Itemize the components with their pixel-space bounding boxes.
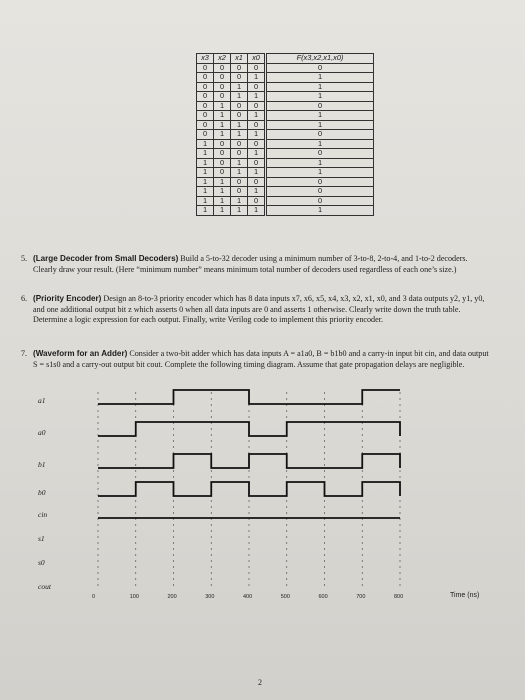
problem-number: 5. xyxy=(21,254,28,263)
truth-table-cell: 1 xyxy=(231,82,248,92)
truth-table-cell: 0 xyxy=(214,168,231,178)
truth-table-cell: 1 xyxy=(214,130,231,140)
signal-label: b0 xyxy=(38,488,46,497)
time-tick-label: 700 xyxy=(356,594,366,600)
truth-table-cell: 0 xyxy=(248,101,266,111)
problem-text: Build a 5-to-32 decoder using a minimum number of 3-to-8, 2-to-4, and 1-to-2 decoders. Clearly draw your result. (Here “minimum number” means minimum total number of decoders used regardless of each one’s size.) xyxy=(33,254,468,274)
truth-table-cell: 0 xyxy=(248,82,266,92)
truth-table-cell: 1 xyxy=(197,168,214,178)
truth-table-cell: 0 xyxy=(197,130,214,140)
problem-text: Consider a two-bit adder which has data inputs A = a1a0, B = b1b0 and a carry-in input bit cin, and data output S = s1s0 and a carry-out output bit cout. Complete the following timing diagram. Assume that gate propagation delays are negligible. xyxy=(33,349,489,369)
truth-table-cell: 1 xyxy=(197,187,214,197)
problem-title: (Large Decoder from Small Decoders) xyxy=(33,254,179,263)
page-number: 2 xyxy=(258,678,262,687)
problem-title: (Waveform for an Adder) xyxy=(33,349,128,358)
truth-table-cell: 1 xyxy=(197,177,214,187)
truth-table-cell: 1 xyxy=(214,101,231,111)
time-axis-label: Time (ns) xyxy=(450,592,480,599)
truth-table-cell: 0 xyxy=(231,101,248,111)
truth-table-cell: 1 xyxy=(231,158,248,168)
truth-table-cell: 0 xyxy=(214,139,231,149)
waveform-a0 xyxy=(98,422,400,436)
truth-table-cell: 1 xyxy=(266,158,374,168)
truth-table-cell: 1 xyxy=(214,177,231,187)
truth-table-cell: 1 xyxy=(197,149,214,159)
truth-table-cell: 1 xyxy=(214,196,231,206)
truth-table-cell: 0 xyxy=(231,139,248,149)
problem-text: Design an 8-to-3 priority encoder which has 8 data inputs x7, x6, x5, x4, x3, x2, x1, x0, and 3 data outputs y2, y1, y0, and one additional output bit z which asserts 0 when all data inputs are 0 and asserts 1 otherwise. Clearly write down the truth table. Determine a logic expression for each output. Finally, write Verilog code to implement this priority encoder. xyxy=(33,294,485,325)
signal-label: s1 xyxy=(38,534,45,543)
truth-table-cell: 1 xyxy=(214,187,231,197)
truth-table-cell: 0 xyxy=(197,82,214,92)
time-tick-label: 500 xyxy=(280,594,290,600)
truth-table-cell: 1 xyxy=(248,73,266,83)
time-tick-label: 800 xyxy=(394,594,404,600)
truth-table-cell: 0 xyxy=(214,149,231,159)
time-tick-label: 0 xyxy=(92,594,96,600)
truth-table-cell: 0 xyxy=(266,101,374,111)
truth-table-cell: 1 xyxy=(248,92,266,102)
time-tick-label: 300 xyxy=(205,594,215,600)
truth-table-cell: 1 xyxy=(197,158,214,168)
truth-table-cell: 0 xyxy=(231,63,248,73)
truth-table-cell: 1 xyxy=(266,82,374,92)
truth-table-cell: 0 xyxy=(231,187,248,197)
truth-table-cell: 1 xyxy=(231,168,248,178)
truth-table-cell: 0 xyxy=(266,187,374,197)
truth-table-header-cell: x0 xyxy=(248,54,266,64)
problem-title: (Priority Encoder) xyxy=(33,294,102,303)
truth-table-cell: 1 xyxy=(197,196,214,206)
truth-table-cell: 0 xyxy=(197,73,214,83)
time-tick-label: 600 xyxy=(318,594,328,600)
truth-table-cell: 1 xyxy=(248,187,266,197)
truth-table-cell: 1 xyxy=(248,130,266,140)
truth-table-cell: 0 xyxy=(231,73,248,83)
truth-table-cell: 1 xyxy=(214,206,231,216)
signal-label: a0 xyxy=(38,428,46,437)
signal-label: cout xyxy=(38,582,51,591)
truth-table-cell: 0 xyxy=(248,158,266,168)
truth-table-cell: 1 xyxy=(266,111,374,121)
truth-table-cell: 1 xyxy=(266,73,374,83)
truth-table-cell: 0 xyxy=(248,177,266,187)
truth-table-cell: 1 xyxy=(248,149,266,159)
truth-table-cell: 0 xyxy=(214,73,231,83)
truth-table-cell: 0 xyxy=(197,92,214,102)
signal-label: s0 xyxy=(38,558,45,567)
truth-table-cell: 0 xyxy=(266,130,374,140)
truth-table-cell: 1 xyxy=(266,168,374,178)
waveform-a1 xyxy=(98,390,400,404)
truth-table-cell: 1 xyxy=(266,139,374,149)
truth-table-header-cell: x3 xyxy=(197,54,214,64)
truth-table-cell: 1 xyxy=(197,206,214,216)
truth-table-cell: 1 xyxy=(231,130,248,140)
truth-table-cell: 0 xyxy=(231,149,248,159)
truth-table-cell: 0 xyxy=(214,92,231,102)
truth-table-cell: 0 xyxy=(266,196,374,206)
truth-table-cell: 1 xyxy=(248,206,266,216)
problem-number: 7. xyxy=(21,349,28,358)
truth-table-header-cell: F(x3,x2,x1,x0) xyxy=(266,54,374,64)
time-tick-label: 400 xyxy=(243,594,253,600)
truth-table-cell: 0 xyxy=(248,139,266,149)
truth-table-cell: 0 xyxy=(248,63,266,73)
truth-table-cell: 0 xyxy=(266,63,374,73)
truth-table-cell: 0 xyxy=(248,120,266,130)
truth-table-cell: 0 xyxy=(214,82,231,92)
problem-number: 6. xyxy=(21,294,28,303)
truth-table-cell: 1 xyxy=(248,111,266,121)
truth-table-cell: 1 xyxy=(231,196,248,206)
truth-table-cell: 0 xyxy=(214,63,231,73)
truth-table-cell: 1 xyxy=(214,111,231,121)
truth-table-cell: 1 xyxy=(231,120,248,130)
truth-table-cell: 1 xyxy=(231,92,248,102)
truth-table-cell: 0 xyxy=(197,63,214,73)
truth-table-cell: 0 xyxy=(214,158,231,168)
waveform-b1 xyxy=(98,454,400,468)
truth-table-cell: 0 xyxy=(231,177,248,187)
truth-table-cell: 0 xyxy=(197,120,214,130)
truth-table-cell: 1 xyxy=(231,206,248,216)
truth-table-cell: 1 xyxy=(214,120,231,130)
truth-table-cell: 0 xyxy=(266,149,374,159)
truth-table-cell: 1 xyxy=(266,120,374,130)
time-tick-label: 100 xyxy=(129,594,139,600)
time-tick-label: 200 xyxy=(167,594,177,600)
truth-table-cell: 1 xyxy=(248,168,266,178)
truth-table-header-cell: x1 xyxy=(231,54,248,64)
truth-table-cell: 1 xyxy=(266,92,374,102)
truth-table-cell: 0 xyxy=(266,177,374,187)
signal-label: cin xyxy=(38,510,48,519)
truth-table-cell: 0 xyxy=(248,196,266,206)
truth-table-cell: 0 xyxy=(197,111,214,121)
signal-label: a1 xyxy=(38,396,46,405)
truth-table-header-cell: x2 xyxy=(214,54,231,64)
truth-table-cell: 0 xyxy=(231,111,248,121)
truth-table-cell: 1 xyxy=(197,139,214,149)
truth-table-cell: 1 xyxy=(266,206,374,216)
truth-table-cell: 0 xyxy=(197,101,214,111)
waveform-b0 xyxy=(98,482,400,496)
signal-label: b1 xyxy=(38,460,46,469)
